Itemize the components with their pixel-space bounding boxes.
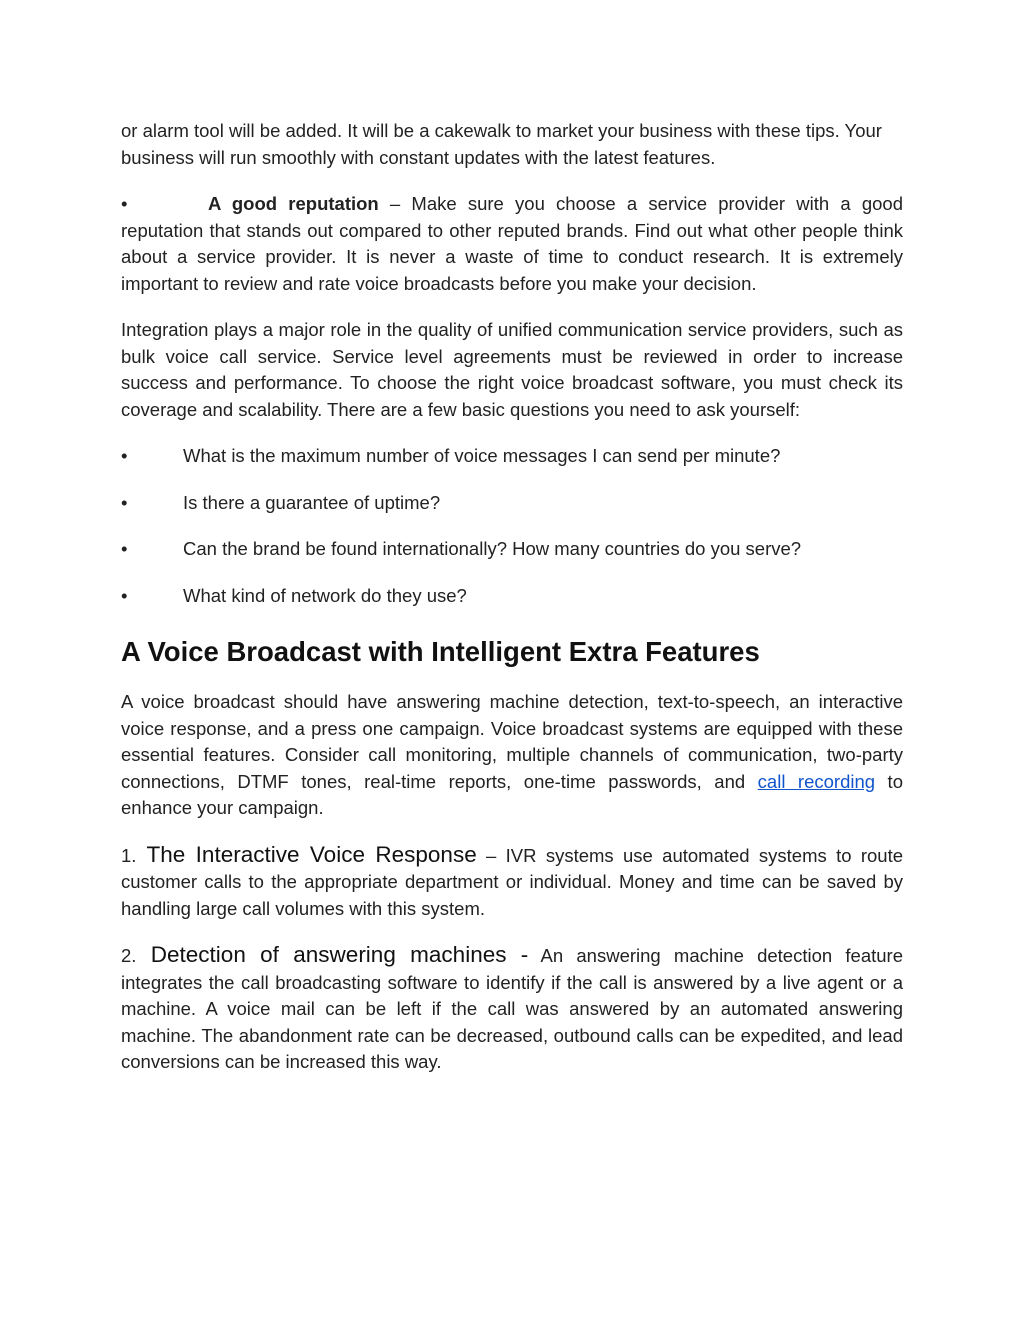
- item-number: 2.: [121, 945, 137, 966]
- question-item: [121, 536, 903, 563]
- bullet-marker: •: [121, 445, 128, 466]
- bullet-marker: •: [121, 584, 128, 606]
- item-text: An answering machine detection feature integrates the call broadcasting software to identify if the call is answered by a live agent or a machine. A voice mail can be left if the call was answered by an automated answering machine. The abandonment rate can be decreased, outbound calls can be expedited, and lead conversions can be increased this way.: [121, 945, 903, 1072]
- document-page: [121, 118, 903, 1076]
- item-title: Detection of answering machines -: [136, 942, 529, 967]
- item-title: The Interactive Voice Response: [136, 841, 477, 867]
- feature-item-amd: [121, 942, 903, 1076]
- features-paragraph: [121, 689, 903, 822]
- features-text: A voice broadcast should have answering machine detection, text-to-speech, an interactive voice response, and a press one campaign. Voice broadcast systems are equipped with these essential features. Consider call monitoring, multiple channels of communication, two-party connections, DTMF tones, real-time reports, one-time passwords, and: [121, 691, 903, 792]
- item-number: 1.: [121, 844, 137, 866]
- question-text: What is the maximum number of voice messages I can send per minute?: [183, 445, 781, 466]
- feature-item-ivr: [121, 842, 903, 923]
- question-item: [121, 490, 903, 517]
- question-item: [121, 443, 903, 470]
- call-recording-link[interactable]: call recording: [757, 770, 876, 792]
- reputation-bullet: [121, 191, 903, 297]
- features-text-end: to enhance your campaign.: [121, 770, 903, 818]
- question-text: What kind of network do they use?: [183, 584, 467, 606]
- item-text: – IVR systems use automated systems to route customer calls to the appropriate department or individual. Money and time can be saved by handling large call volumes with this system.: [121, 844, 903, 919]
- section-heading: A Voice Broadcast with Intelligent Extra Features: [121, 636, 760, 667]
- bullet-marker: •: [121, 491, 128, 513]
- integration-paragraph: Integration plays a major role in the quality of unified communication service providers, such as bulk voice call service. Service level agreements must be reviewed in order to increase success and performance. To choose the right voice broadcast software, you must check its coverage and scalability. There are a few basic questions you need to ask yourself:: [121, 319, 903, 420]
- bullet-marker: •: [121, 193, 128, 214]
- question-text: Is there a guarantee of uptime?: [183, 491, 441, 513]
- intro-paragraph: or alarm tool will be added. It will be a cakewalk to market your business with these tips. Your business will run smoothly with constant updates with the latest features.: [121, 120, 882, 168]
- bullet-marker: •: [121, 538, 128, 559]
- reputation-label: A good reputation: [208, 193, 379, 214]
- question-item: [121, 583, 903, 610]
- reputation-text: – Make sure you choose a service provider with a good reputation that stands out compared to other reputed brands. Find out what other people think about a service provider. It is never a waste of time to conduct research. It is extremely important to review and rate voice broadcasts before you make your decision.: [121, 193, 903, 294]
- question-text: Can the brand be found internationally? How many countries do you serve?: [183, 538, 802, 559]
